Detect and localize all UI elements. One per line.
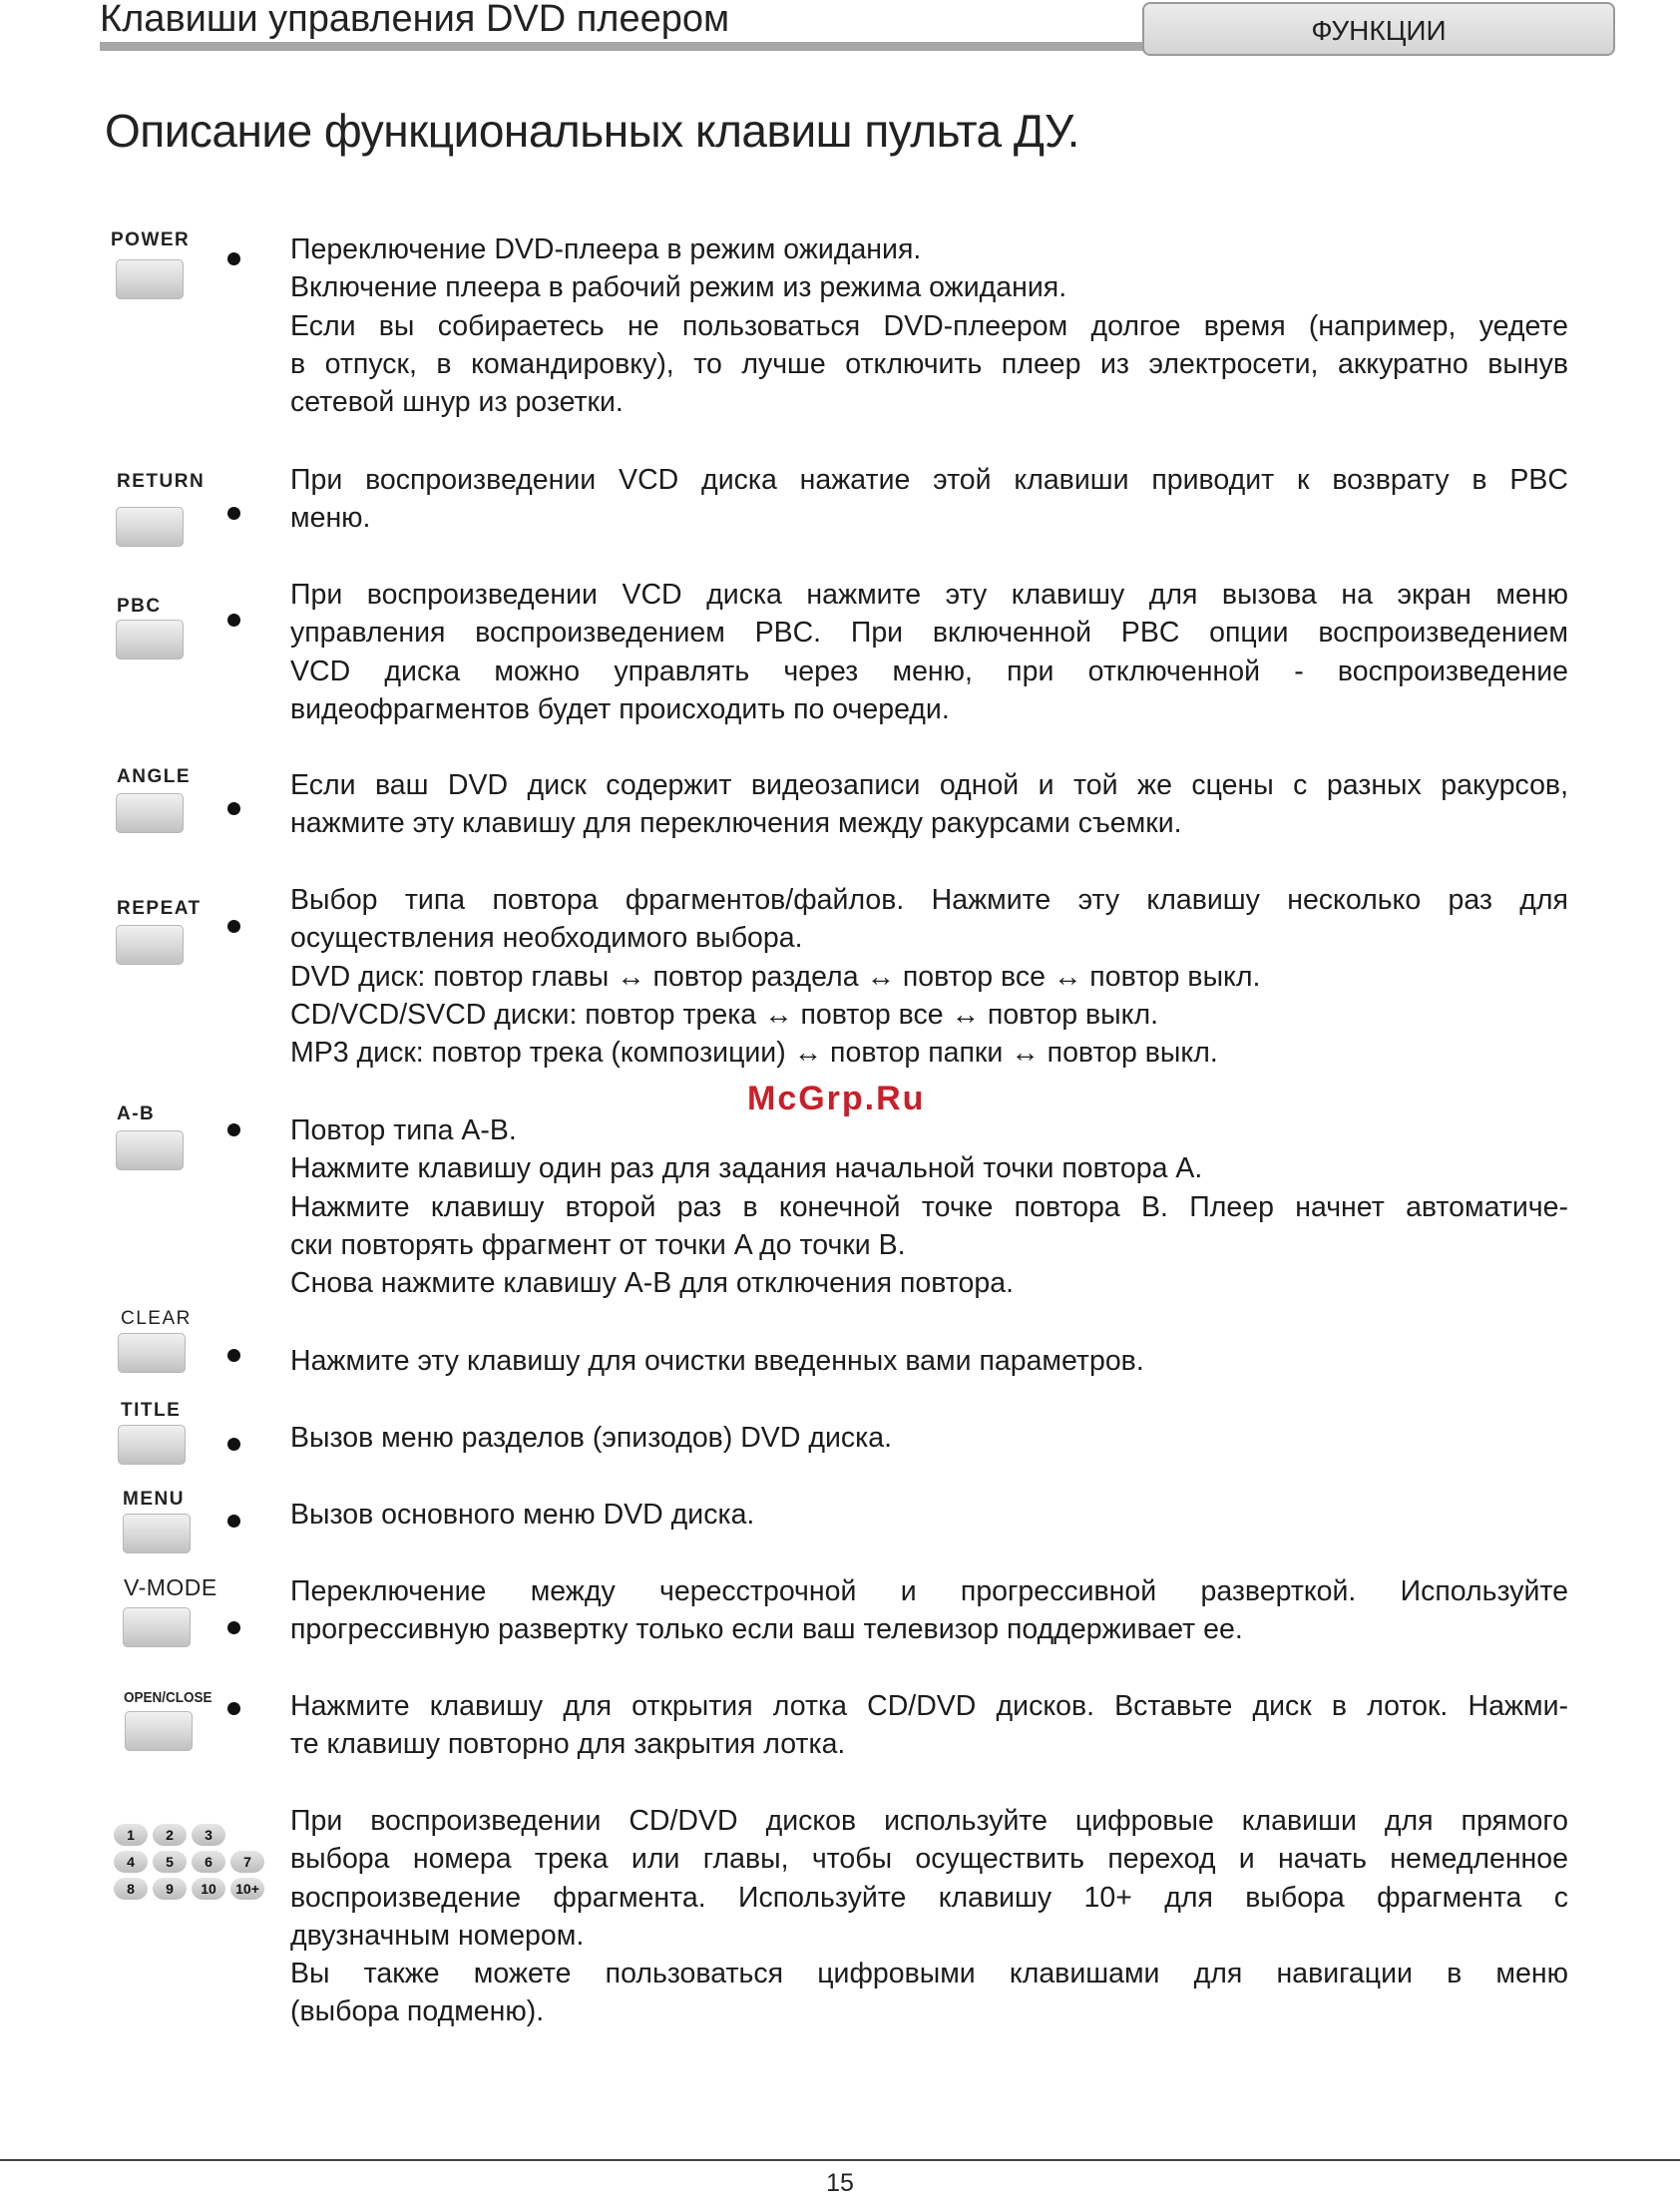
description-menu: Вызов основного меню DVD диска. (290, 1499, 755, 1531)
bullet (227, 252, 240, 265)
footer-rule (0, 2159, 1680, 2161)
description-return: При воспроизведении VCD диска нажатие этой клавиши приводит к возврату в PBC меню. (290, 464, 1568, 535)
numpad-key: 10+ (230, 1878, 264, 1900)
bullet (227, 802, 240, 815)
numpad-key: 6 (192, 1851, 225, 1873)
bullet (227, 1621, 240, 1634)
numpad-key: 1 (114, 1824, 148, 1846)
bullet (227, 507, 240, 520)
bullet (227, 1702, 240, 1715)
numpad-key: 7 (230, 1851, 264, 1873)
bullet (227, 1438, 240, 1451)
key-label-clear: CLEAR (121, 1308, 192, 1329)
key-label-pbc: PBC (117, 596, 162, 617)
repeat-button-image (116, 925, 184, 965)
bullet (227, 1123, 240, 1136)
open-close-button-image (125, 1711, 193, 1751)
description-numeric-keys: При воспроизведении CD/DVD дисков используйте цифровые клавиши для прямого выбора номера трека или главы, чтобы осуществить переход и начать немедленное воспроизведение фрагмента. Используйте клавишу 10+ для выбора фрагмента с двузначным номером. Вы также можете пользоваться цифровыми клавишами для навигации в меню (выбора подменю). (290, 1805, 1568, 2028)
section-tab: ФУНКЦИИ (1142, 2, 1615, 56)
bullet (227, 1515, 240, 1528)
key-label-menu: MENU (123, 1489, 185, 1510)
description-clear: Нажмите эту клавишу для очистки введенных вами параметров. (290, 1345, 1144, 1377)
pbc-button-image (116, 620, 184, 660)
description-angle: Если ваш DVD диск содержит видеозаписи одной и той же сцены с разных ракурсов, нажмите эту клавишу для переключения между ракурсами съемки. (290, 769, 1568, 840)
numpad-key: 2 (153, 1824, 187, 1846)
bullet (227, 614, 240, 627)
menu-button-image (123, 1514, 191, 1553)
numpad-key: 8 (114, 1878, 148, 1900)
numpad-key: 3 (192, 1824, 225, 1846)
key-label-repeat: REPEAT (117, 898, 202, 919)
header-rule (100, 42, 1147, 51)
numpad-key: 5 (153, 1851, 187, 1873)
description-open-close: Нажмите клавишу для открытия лотка CD/DVD дисков. Вставьте диск в лоток. Нажми- те клавишу повторно для закрытия лотка. (290, 1690, 1568, 1761)
description-v-mode: Переключение между чересстрочной и прогрессивной разверткой. Используйте прогрессивную развертку только если ваш телевизор поддерживает ее. (290, 1575, 1568, 1646)
watermark: McGrp.Ru (747, 1080, 926, 1117)
bullet (227, 1349, 240, 1362)
description-title: Вызов меню разделов (эпизодов) DVD диска. (290, 1422, 892, 1454)
header-title: Клавиши управления DVD плеером (100, 0, 730, 40)
numpad-key: 4 (114, 1851, 148, 1873)
v-mode-button-image (123, 1607, 191, 1647)
a-b-button-image (116, 1130, 184, 1170)
description-power: Переключение DVD-плеера в режим ожидания. Включение плеера в рабочий режим из режима ожидания. Если вы собираетесь не пользоваться DVD-плеером долгое время (например, уедете в отпуск, в командировку), то лучше отключить плеер из электросети, аккуратно вынув сетевой шнур из розетки. (290, 233, 1568, 419)
clear-button-image (118, 1333, 186, 1373)
page-number: 15 (826, 2169, 854, 2197)
numpad-key: 9 (153, 1878, 187, 1900)
page-subtitle: Описание функциональных клавиш пульта ДУ. (105, 105, 1079, 157)
key-label-v-mode: V-MODE (124, 1574, 217, 1600)
numpad-key: 10 (192, 1878, 225, 1900)
title-button-image (118, 1425, 186, 1465)
description-pbc: При воспроизведении VCD диска нажмите эту клавишу для вызова на экран меню управления воспроизведением PBC. При включенной PBC опции воспроизведением VCD диска можно управлять через меню, при отключенной - воспроизведение видеофрагментов будет происходить по очереди. (290, 579, 1568, 725)
key-label-return: RETURN (117, 471, 206, 492)
bullet (227, 920, 240, 933)
description-a-b: Повтор типа A-B. Нажмите клавишу один раз для задания начальной точки повтора A. Нажмите клавишу второй раз в конечной точке повтора B. Плеер начнет автоматиче- ски повторять фрагмент от точки A до точки B. Снова нажмите клавишу A-B для отключения повтора. (290, 1114, 1568, 1300)
key-label-angle: ANGLE (117, 766, 191, 787)
key-label-power: POWER (111, 229, 191, 250)
power-button-image (116, 259, 184, 299)
description-repeat: Выбор типа повтора фрагментов/файлов. Нажмите эту клавишу несколько раз для осуществления необходимого выбора. DVD диск: повтор главы ↔ повтор раздела ↔ повтор все ↔ повтор выкл. CD/VCD/SVCD диски: повтор трека ↔ повтор все ↔ повтор выкл. MP3 диск: повтор трека (композиции) ↔ повтор папки ↔ повтор выкл. (290, 884, 1568, 1070)
return-button-image (116, 507, 184, 547)
key-label-title: TITLE (121, 1400, 182, 1421)
key-label-open-close: OPEN/CLOSE (124, 1689, 212, 1706)
angle-button-image (116, 793, 184, 833)
key-label-a-b: A-B (117, 1103, 156, 1124)
